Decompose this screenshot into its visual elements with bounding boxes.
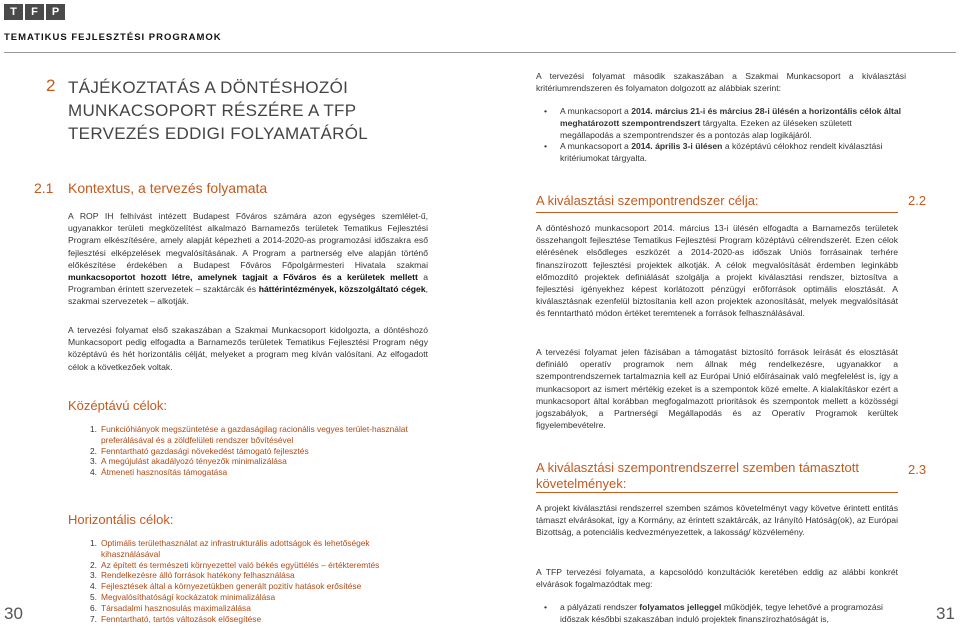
- item-number: 2.: [90, 559, 97, 570]
- list-item: [90, 603, 430, 614]
- list-item: [90, 570, 430, 581]
- meeting-list: [544, 106, 904, 165]
- section-2-2-number: 2.2: [908, 193, 927, 208]
- bullet-icon: •: [544, 106, 548, 116]
- section-2-2-paragraph-2: A tervezési folyamat jelen fázisában a támogatást biztosító források leírását és elosztását definiáló operatív programok nem állnak még rendelkezésre, ugyanakkor a szempontrendszernek tartalmaznia kell az Európai Unió előírásainak való megfelelést is, így a munkacsoport az ismert mértékig ezeket is a szempontok közé emelte. A kialakításkor ezért a munkacsoport által korábban megfogalmazott prioritások és szempontok mellett a közösségi jogszabályok, a Partnerségi Megállapodás és az Operatív Programok kerültek figyelembevételre.: [536, 347, 898, 431]
- list-item: [90, 456, 430, 467]
- item-number: 1.: [90, 538, 97, 548]
- text-bold: 2014. március 21-i és március 28-i ülésén a horizontális célok által meghatározott szempontrendszert: [560, 106, 902, 128]
- section-2-3-title: A kiválasztási szempontrendszerrel szemben támasztott követelmények:: [536, 460, 859, 491]
- text-run: A munkacsoport a: [560, 141, 632, 152]
- section-paragraph-2: A tervezési folyamat első szakaszában a Szakmai Munkacsoport kidolgozta, a döntéshozó Munkacsoport pedig elfogadta a Barnamezős területek Tematikus Fejlesztési Program négy középtávú és hét horizontális célját, melyeket a program meg kíván valósítani. Az elfogadott célok a következőek voltak.: [68, 325, 428, 372]
- item-number: 7.: [90, 613, 97, 624]
- item-text: A megújulást akadályozó tényezők minimalizálása: [101, 456, 287, 467]
- section-2-3-paragraph-2: A TFP tervezési folyamata, a kapcsolódó konzultációk keretében eddig az alábbi konkrét elvárások fogalmazódtak meg:: [536, 567, 898, 590]
- list-item: [544, 602, 898, 626]
- item-text: Fejlesztések által a környezetükben generált pozitív hatások erősítése: [101, 581, 362, 592]
- paragraph-text: a Programban érintett szervezetek – szaktárcák és: [68, 272, 428, 295]
- section-title: Kontextus, a tervezés folyamata: [68, 180, 268, 196]
- item-text: Megvalósíthatóságí kockázatok minimalizálása: [101, 591, 276, 602]
- item-text: Társadalmi hasznosulás maximalizálása: [101, 602, 251, 613]
- paragraph-text: A ROP IH felhívást intézett Budapest Főváros számára azon egységes szemlélet-ű, ugyanakkor területi megközelítést alkalmazó Barnamezős területek Tematikus Fejlesztési Program elkészítésére, amely alapját képezheti a 2014-2020-as programozási időszakra eső fejlesztési elképzelések megvalósításának. A Program a partnerség elve alapján történő előkészítése érdekében a Budapest Főváros Főpolgármesteri Hivatala szakmai: [68, 211, 428, 270]
- item-number: 3.: [90, 456, 97, 467]
- section-underline: [536, 492, 898, 493]
- item-text: Rendelkezésre álló források hatékony felhasználása: [101, 570, 295, 581]
- item-text: Optimális területhasználat az infrastrukturális adottságok és lehetőségek kihasználásával: [101, 538, 370, 559]
- midterm-goals-list: [90, 424, 430, 478]
- paragraph-text: , szakmai szervezetek – alkotják.: [68, 284, 429, 307]
- item-text: [560, 141, 904, 165]
- paragraph-bold: munkacsoportot hozott létre, amelynek tagjait a Főváros és a kerületek mellett: [68, 272, 418, 283]
- item-text: Átmeneti hasznosítás támogatása: [101, 467, 228, 478]
- text-bold: 2014. április 3-i ülésen: [631, 141, 723, 152]
- list-item: [90, 592, 430, 603]
- program-title: TEMATIKUS FEJLESZTÉSI PROGRAMOK: [4, 32, 222, 43]
- item-text: [560, 106, 904, 141]
- item-number: 6.: [90, 602, 97, 613]
- section-2-2-paragraph: A döntéshozó munkacsoport 2014. március 13-i ülésén elfogadta a Barnamezős területek összehangolt fejlesztése Tematikus Fejlesztési Program középtávú célrendszerét. Ezen célok elérésének elsődleges eszközét a 2014-2020-as időszak Uniós forrásainak terhére finanszírozott fejlesztési projektek alkotják. A célok megvalósítását érdemben leginkább előmozdító projektek definiálását szolgálja a projekt kiválasztási rendszer, biztosítva a fejlesztési igényekhez képest korlátozott pénzügyi erőforrások optimális elosztását. A kiválasztásnak ezenfelül biztosítania kell azon projektek azonosítását, melyek megvalósítását és fenntartható módon értéket teremtenek a források felhasználásával.: [536, 223, 898, 319]
- list-item: [90, 614, 430, 625]
- list-item: [544, 141, 904, 165]
- item-text: Fenntartható, tartós változások elősegítése: [101, 613, 262, 624]
- tfp-logo: [4, 4, 65, 20]
- section-2-2-title: A kiválasztási szempontrendszer célja:: [536, 193, 759, 208]
- section-2-3-paragraph: A projekt kiválasztási rendszerrel szemben számos követelményt vagy követve érintett entitás támaszt elvárásokat, így a Kormány, az érintett szaktárcák, az Irányító Hatóság(ok), az Európai Bizottság, a potenciális kedvezményezettek, a lakosság/ közvélemény.: [536, 503, 898, 538]
- list-item: [544, 106, 904, 141]
- text-run: működjék, tegye lehetővé a programozási időszak későbbi szakaszában induló projektek finanszírozhatóságát is,: [560, 602, 883, 624]
- bullet-icon: •: [544, 141, 548, 152]
- requirements-list: [544, 602, 898, 626]
- text-run: tárgyalta. Ezeken az üléseken született megállapodás a szempontrendszer és a pontozás alap logikájáról.: [560, 117, 852, 140]
- chapter-number: 2: [46, 76, 56, 95]
- section-paragraph: [68, 210, 428, 308]
- list-item: [90, 538, 430, 560]
- horizontal-goals-heading: Horizontális célok:: [68, 512, 174, 527]
- item-number: 4.: [90, 467, 97, 478]
- logo-letter: P: [46, 4, 65, 20]
- list-item: [90, 424, 430, 446]
- logo-letter: T: [4, 4, 23, 20]
- list-item: [90, 467, 430, 478]
- text-bold: folyamatos jelleggel: [639, 602, 722, 612]
- item-text: [560, 602, 898, 626]
- item-number: 3.: [90, 570, 97, 581]
- paragraph-bold: háttérintézmények, közszolgáltató cégek: [258, 284, 426, 295]
- item-number: 1.: [90, 424, 97, 434]
- text-run: A munkacsoport a: [560, 106, 632, 116]
- horizontal-goals-list: [90, 538, 430, 624]
- text-run: a középtávú célokhoz rendelt kiválasztási kritériumokat tárgyalta.: [560, 141, 883, 164]
- header-divider: [4, 52, 956, 53]
- list-item: [90, 581, 430, 592]
- logo-letter: F: [25, 4, 44, 20]
- item-text: Funkcióhiányok megszüntetése a gazdaságilag racionális vegyes terület-használat preferálásával és a zöldfelületi rendszer bővítésével: [101, 424, 408, 445]
- list-item: [90, 446, 430, 457]
- intro-paragraph: A tervezési folyamat második szakaszában a Szakmai Munkacsoport a kiválasztási kritériumrendszeren és folyamaton dolgozott az alábbiak szerint:: [536, 71, 906, 94]
- item-number: 4.: [90, 581, 97, 592]
- section-2-3-number: 2.3: [908, 462, 927, 477]
- item-text: Fenntartható gazdasági növekedést támogató fejlesztés: [101, 445, 309, 456]
- midterm-goals-heading: Középtávú célok:: [68, 398, 168, 413]
- item-number: 2.: [90, 445, 97, 456]
- item-text: Az épített és természeti környezettel való békés együttélés – értékteremtés: [101, 559, 380, 570]
- item-number: 5.: [90, 591, 97, 602]
- section-number: 2.1: [34, 180, 54, 196]
- text-run: a pályázati rendszer: [560, 602, 640, 612]
- page-number-left: 30: [4, 604, 23, 623]
- list-item: [90, 560, 430, 571]
- section-underline: [536, 212, 898, 213]
- page-number-right: 31: [936, 604, 955, 623]
- chapter-title: TÁJÉKOZTATÁS A DÖNTÉSHOZÓI MUNKACSOPORT RÉSZÉRE A TFP TERVEZÉS EDDIGI FOLYAMATÁRÓL: [68, 78, 368, 143]
- bullet-icon: •: [544, 602, 548, 612]
